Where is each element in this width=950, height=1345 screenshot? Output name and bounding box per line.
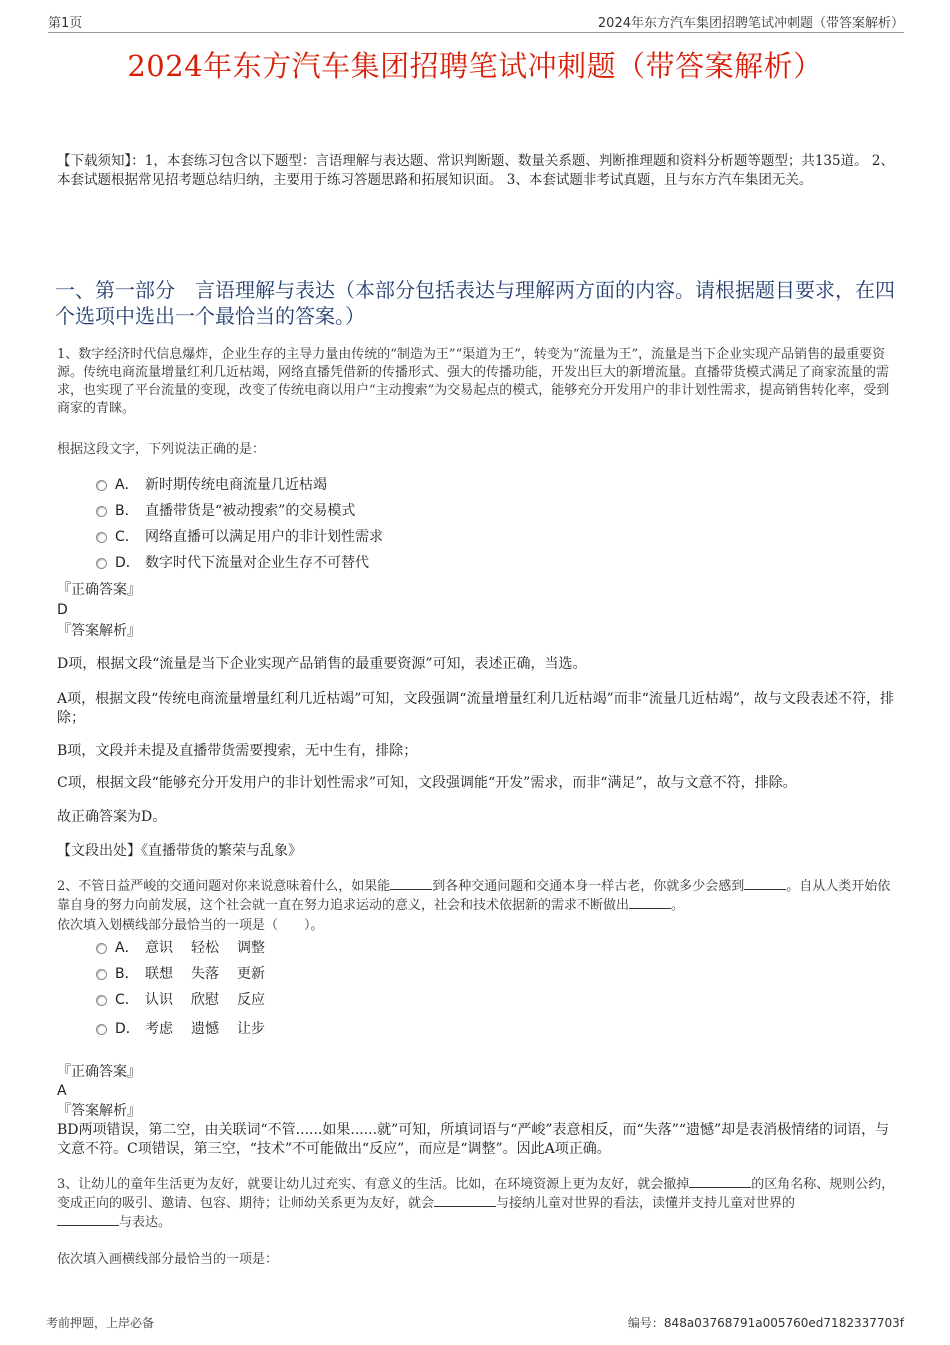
option-letter: C． — [115, 992, 139, 1008]
q1-analysis-a: A项，根据文段“传统电商流量增量红利几近枯竭”可知，文段强调“流量增量红利几近枯竭”而非“流量几近枯竭”，故与文段表述不符，排除； — [57, 691, 895, 726]
option-word: 认识 — [145, 992, 173, 1008]
q2-answer-label: 『正确答案』 — [57, 1064, 141, 1080]
footer-code-value: 848a03768791a005760ed7182337703f — [663, 1316, 904, 1330]
option-text: 网络直播可以满足用户的非计划性需求 — [145, 529, 383, 545]
fill-blank — [629, 896, 671, 909]
fill-blank — [434, 1194, 496, 1207]
option-word: 反应 — [237, 992, 265, 1008]
radio-icon[interactable] — [96, 943, 107, 954]
q2-option-d[interactable] — [96, 1019, 283, 1039]
q1-analysis-label: 『答案解析』 — [57, 623, 141, 639]
q2-option-c[interactable] — [96, 990, 283, 1010]
running-header-title: 2024年东方汽车集团招聘笔试冲刺题（带答案解析） — [597, 16, 904, 31]
question-2-stem — [57, 877, 900, 915]
question-1-stem: 1、数字经济时代信息爆炸，企业生存的主导力量由传统的“制造为王”“渠道为王”，转变为“流量为王”，流量是当下企业实现产品销售的最重要资源。传统电商流量增量红利几近枯竭，网络直播凭借新的传播形式、强大的传播功能，开发出巨大的新增流量。直播带货模式满足了商家流量的需求，也实现了平台流量的变现，改变了传统电商以用户“主动搜索”为交易起点的模式，能够充分开发用户的非计划性需求，提高销售转化率，受到商家的青睐。 — [57, 347, 890, 416]
option-letter: A． — [115, 477, 139, 493]
option-letter: D． — [115, 1021, 140, 1037]
document-title: 2024年东方汽车集团招聘笔试冲刺题（带答案解析） — [127, 49, 823, 83]
stem-part: 。自从人类开始依靠自身的努力向前发展，这个社会就一直在努力追求运动的意义，社会和技术依据新的需求不断做出 — [57, 879, 891, 913]
option-word: 联想 — [145, 966, 173, 982]
q1-answer-label: 『正确答案』 — [57, 582, 141, 598]
q1-source: 【文段出处】《直播带货的繁荣与乱象》 — [57, 843, 302, 859]
question-3-prompt: 依次填入画横线部分最恰当的一项是： — [57, 1252, 279, 1267]
question-1-prompt: 根据这段文字，下列说法正确的是： — [57, 442, 266, 457]
q1-option-b[interactable] — [96, 501, 355, 521]
question-3-stem — [57, 1175, 900, 1232]
question-2-prompt: 依次填入划横线部分最恰当的一项是（ ）。 — [57, 918, 324, 933]
radio-icon[interactable] — [96, 969, 107, 980]
stem-part: 2、不管日益严峻的交通问题对你来说意味着什么，如果能 — [57, 879, 391, 894]
stem-part: 的区角名称、规则公约，变成正向的吸引、邀请、包容、期待；让师幼关系更为友好，就会 — [57, 1177, 895, 1211]
q1-option-d[interactable] — [96, 553, 369, 573]
option-word: 遗憾 — [191, 1021, 219, 1037]
radio-icon[interactable] — [96, 1024, 107, 1035]
option-word: 更新 — [237, 966, 265, 982]
option-text: 新时期传统电商流量几近枯竭 — [145, 477, 327, 493]
option-word: 失落 — [191, 966, 219, 982]
q1-option-c[interactable] — [96, 527, 383, 547]
stem-part: 3、让幼儿的童年生活更为友好，就要让幼儿过充实、有意义的生活。比如，在环境资源上更为友好，就会撤掉 — [57, 1177, 690, 1192]
option-letter: B． — [115, 966, 139, 982]
radio-icon[interactable] — [96, 995, 107, 1006]
option-word: 轻松 — [191, 940, 219, 956]
radio-icon[interactable] — [96, 480, 107, 491]
q1-analysis-d: D项，根据文段“流量是当下企业实现产品销售的最重要资源”可知，表述正确，当选。 — [57, 656, 587, 672]
q1-analysis-b: B项，文段并未提及直播带货需要搜索，无中生有，排除； — [57, 743, 418, 759]
footer-slogan: 考前押题，上岸必备 — [46, 1316, 155, 1330]
option-word: 欣慰 — [191, 992, 219, 1008]
q2-option-b[interactable] — [96, 964, 283, 984]
option-text: 直播带货是“被动搜索”的交易模式 — [145, 503, 356, 519]
radio-icon[interactable] — [96, 558, 107, 569]
footer-code-label: 编号： — [627, 1316, 664, 1330]
option-word: 让步 — [237, 1021, 265, 1037]
fill-blank — [390, 877, 432, 890]
option-word: 考虑 — [145, 1021, 173, 1037]
q1-answer: D — [57, 602, 68, 618]
radio-icon[interactable] — [96, 506, 107, 517]
option-letter: D． — [115, 555, 140, 571]
option-letter: B． — [115, 503, 139, 519]
stem-part: 到各种交通问题和交通本身一样古老，你就多少会感到 — [432, 879, 745, 894]
option-letter: C． — [115, 529, 139, 545]
option-text: 数字时代下流量对企业生存不可替代 — [145, 555, 369, 571]
q1-analysis-c: C项，根据文段“能够充分开发用户的非计划性需求”可知，文段强调能“开发”需求，而非“满足”，故与文意不符，排除。 — [57, 775, 797, 791]
q2-analysis: BD两项错误，第二空，由关联词“不管......如果......就”可知，所填词语与“严峻”表意相反，而“失落”“遗憾”却是表消极情绪的词语，与文意不符。C项错误，第三空，“技术”不可能做出“反应”，而应是“调整”。因此A项正确。 — [57, 1122, 890, 1157]
download-notice: 【下载须知】：1，本套练习包含以下题型：言语理解与表达题、常识判断题、数量关系题、判断推理题和资料分析题等题型；共135道。 2、本套试题根据常见招考题总结归纳，主要用于练习答题思路和拓展知识面。 3、本套试题非考试真题，且与东方汽车集团无关。 — [57, 153, 894, 188]
section-heading: 一、第一部分 言语理解与表达（本部分包括表达与理解两方面的内容。请根据题目要求，在四个选项中选出一个最恰当的答案。） — [55, 278, 895, 328]
fill-blank — [689, 1175, 751, 1188]
q1-conclusion: 故正确答案为D。 — [57, 809, 167, 825]
fill-blank — [57, 1213, 119, 1226]
header-rule — [48, 32, 904, 33]
page-number: 第1页 — [48, 16, 83, 31]
q1-option-a[interactable] — [96, 475, 327, 495]
q2-answer: A — [57, 1083, 67, 1099]
stem-part: 。 — [671, 898, 685, 913]
option-word: 意识 — [145, 940, 173, 956]
footer-code — [628, 1314, 904, 1331]
radio-icon[interactable] — [96, 532, 107, 543]
fill-blank — [744, 877, 786, 890]
stem-part: 与接纳儿童对世界的看法，读懂并支持儿童对世界的 — [496, 1196, 796, 1211]
option-letter: A． — [115, 940, 139, 956]
q2-option-a[interactable] — [96, 938, 283, 958]
stem-part: 与表达。 — [119, 1215, 172, 1230]
option-word: 调整 — [237, 940, 265, 956]
q2-analysis-label: 『答案解析』 — [57, 1103, 141, 1119]
